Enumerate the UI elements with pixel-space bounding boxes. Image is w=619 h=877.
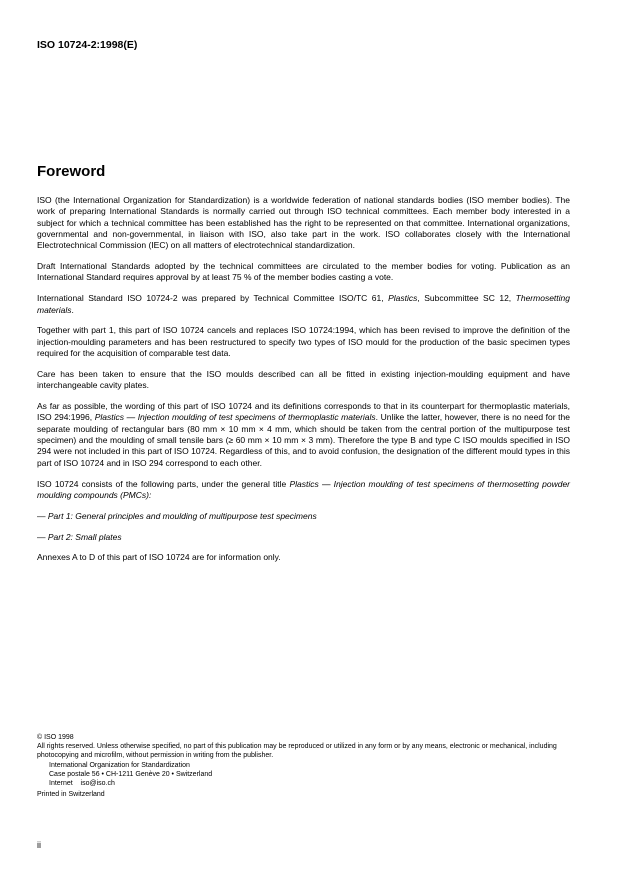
subcommittee-name: Thermosetting materials	[37, 293, 570, 315]
list-dash: —	[37, 510, 48, 521]
list-item	[37, 532, 570, 543]
internet-line	[37, 779, 570, 788]
committee-name: Plastics	[388, 293, 418, 304]
rights-statement: All rights reserved. Unless otherwise specified, no part of this publication may be reproduced or utilized in any form or by any means, electronic or mechanical, including photocopying and microfilm, without permission in writing from the publisher.	[37, 743, 557, 760]
paragraph-replacement: Together with part 1, this part of ISO 10724 cancels and replaces ISO 10724:1994, which has been revised to improve the definition of the injection-moulding parameters and has been restructured to specify two types of ISO mould for the production of the basic specimen types required for the acquisition of comparable test data.	[37, 325, 570, 359]
postal-address: Case postale 56 • CH-1211 Genève 20 • Switzerland	[49, 770, 213, 778]
paragraph-annexes: Annexes A to D of this part of ISO 10724 are for information only.	[37, 552, 281, 563]
copyright-line: © ISO 1998	[37, 734, 74, 741]
paragraph-draft-standards: Draft International Standards adopted by the technical committees are circulated to the member bodies for voting. Publication as an International Standard requires approval by at least 75 % of the member bodies casting a vote.	[37, 261, 570, 283]
text-segment: . Unlike the latter, however, there is no need for the separate moulding of rectangular bars (80 mm × 10 mm × 4 mm, which should be taken from the central portion of the multipurpose test specimen) and the moulding of small tensile bars (≥ 60 mm × 10 mm × 3 mm). Therefore the type B and type C ISO moulds specified in ISO 294 were not included in this part of ISO 10724. Regardless of this, and to avoid confusion, the designation of the different mould types in this part of ISO 10724 and in ISO 294 correspond to each other.	[37, 412, 570, 468]
copyright-footer	[37, 733, 570, 799]
referenced-title: Plastics — Injection moulding of test specimens of thermoplastic materials	[94, 412, 376, 423]
page-number: ii	[37, 840, 41, 850]
text-segment: As far as possible, the wording of this part of ISO 10724 and its definitions corresponds to that in its counterpart for thermoplastic materials, ISO 294:1996,	[37, 401, 570, 423]
page-title: Foreword	[37, 163, 106, 180]
general-title: Plastics — Injection moulding of test specimens of thermosetting powder moulding compounds (PMCs):	[37, 478, 571, 500]
paragraph-parts-intro	[37, 479, 570, 502]
text-segment: International Standard ISO 10724-2 was prepared by Technical Committee ISO/TC 61,	[37, 293, 389, 304]
part-1-label: Part 1: General principles and moulding of multipurpose test specimens	[47, 510, 317, 521]
foreword-body	[37, 195, 570, 573]
list-item	[37, 511, 570, 522]
paragraph-committee	[37, 293, 570, 316]
paragraph-care: Care has been taken to ensure that the ISO moulds described can all be fitted in existing injection-moulding equipment and have interchangeable cavity plates.	[37, 368, 570, 391]
text-segment: , Subcommittee SC 12,	[417, 293, 516, 304]
email-address: iso@iso.ch	[80, 780, 115, 788]
printed-in: Printed in Switzerland	[37, 791, 105, 799]
internet-label: Internet	[49, 780, 73, 788]
part-2-label: Part 2: Small plates	[47, 531, 122, 542]
paragraph-wording	[37, 401, 570, 469]
list-dash: —	[37, 531, 48, 542]
paragraph-iso-organization: ISO (the International Organization for Standardization) is a worldwide federation of national standards bodies (ISO member bodies). The work of preparing International Standards is normally carried out through ISO technical committees. Each member body interested in a subject for which a technical committee has been established has the right to be represented on that committee. International organizations, governmental and non-governmental, in liaison with ISO, also take part in the work. ISO collaborates closely with the International Electrotechnical Commission (IEC) on all matters of electrotechnical standardization.	[37, 195, 570, 251]
document-header: ISO 10724-2:1998(E)	[37, 39, 138, 51]
text-segment: ISO 10724 consists of the following parts, under the general title	[37, 478, 290, 489]
organization-name: International Organization for Standardization	[49, 761, 190, 769]
text-segment: .	[71, 304, 74, 315]
